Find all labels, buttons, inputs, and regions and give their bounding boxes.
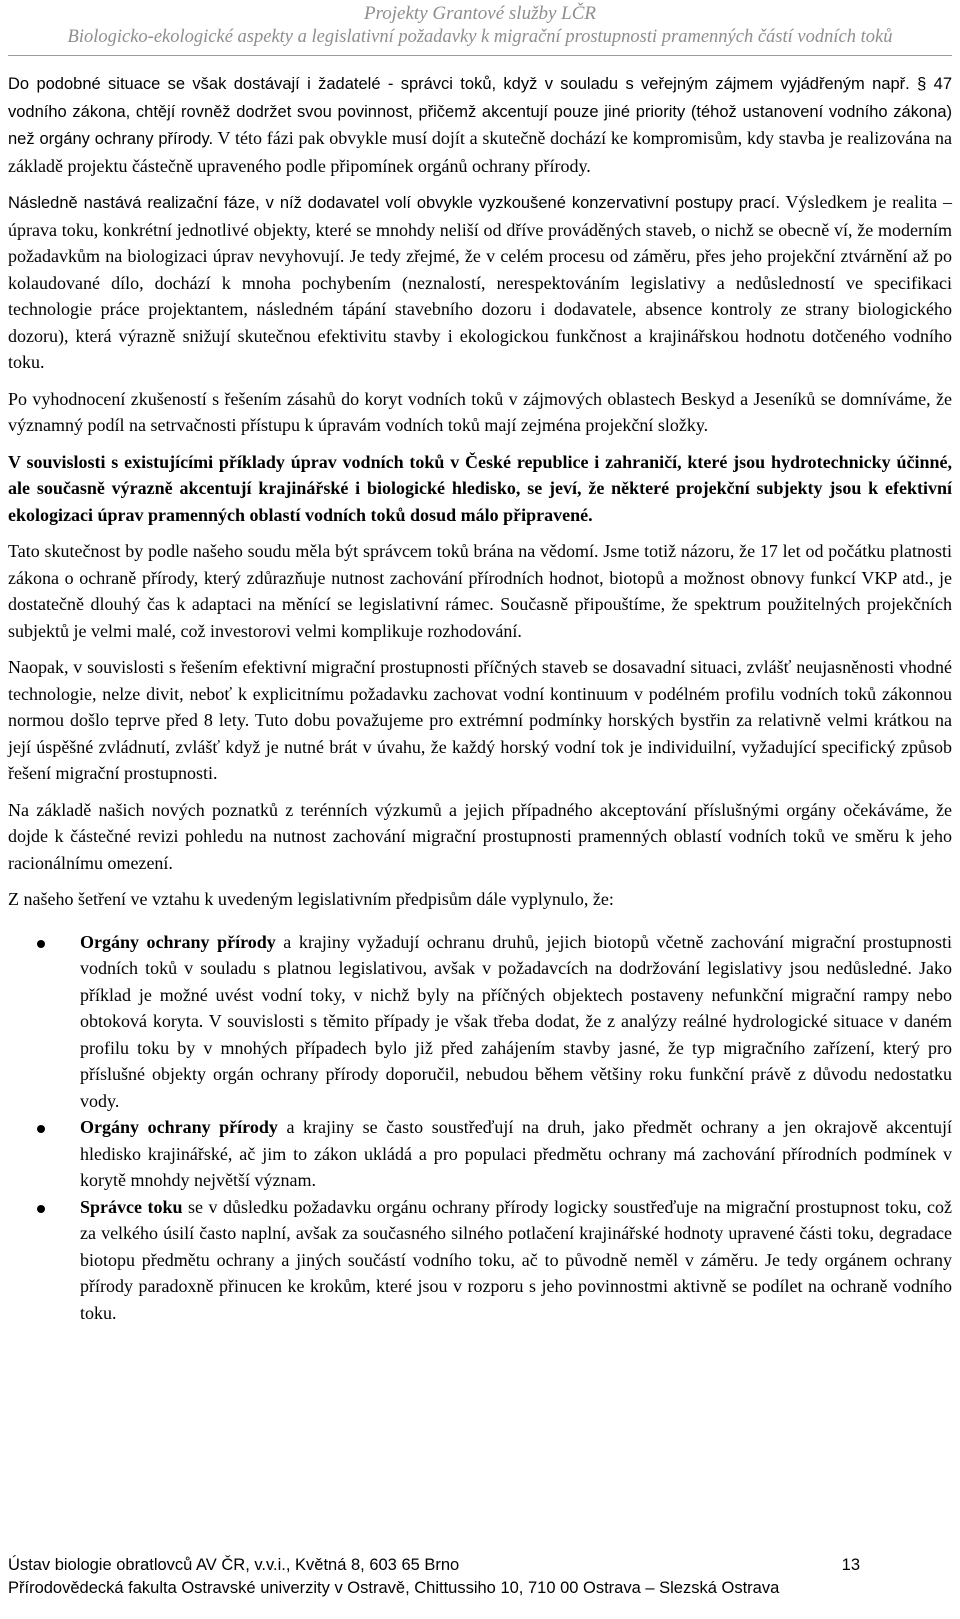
- bullet-item-2-lead: Orgány ochrany přírody: [80, 1117, 278, 1137]
- header-title: Projekty Grantové služby LČR: [363, 3, 596, 24]
- paragraph-2: [8, 189, 952, 376]
- bullet-dot-icon: [37, 1125, 45, 1133]
- paragraph-2-serif-part: Výsledkem je realita – úprava toku, konkrétní jednotlivé objekty, které se mnohdy neliší od dříve prováděných staveb, o nichž se obecně ví, že moderním požadavkům na biologizaci úprav nevyhovují. Je tedy zřejmé, že v celém procesu od záměru, přes jeho projekční ztvárnění až po kolaudované dílo, dochází k mnoha pochybením (neznalostí, nerespektováním legislativy a nedůsledností ve specifikaci technologie práce projektantem, následném tápání stavebního dozoru i dodavatele, absence kontroly ze strany biologického dozoru), která výrazně snižují skutečnou efektivitu stavby i ekologickou funkčnost a krajinářskou hodnotu dotčeného vodního toku.: [8, 192, 952, 372]
- paragraph-4-emphasis: V souvislosti s existujícími příklady úprav vodních toků v České republice i zahraničí, které jsou hydrotechnicky účinné, ale současně výrazně akcentují krajinářské i biologické hledisko, se jeví, že některé projekční subjekty jsou k efektivní ekologizaci úprav pramenných oblastí vodních toků dosud málo připravené.: [8, 451, 952, 525]
- paragraph-1-serif-part: V této fázi pak obvykle musí dojít a skutečně dochází ke kompromisům, kdy stavba je realizována na základě projektu částečně upraveného podle připomínek orgánů ochrany přírody.: [8, 128, 952, 176]
- bullet-list: [8, 929, 952, 1327]
- paragraph-8: Z našeho šetření ve vztahu k uvedeným legislativním předpisům dále vyplynulo, že:: [8, 889, 614, 909]
- bullet-item-3-lead: Správce toku: [80, 1196, 183, 1217]
- paragraph-5: Tato skutečnost by podle našeho soudu měla být správcem toků brána na vědomí. Jsme totiž názoru, že 17 let od počátku platnosti zákona o ochraně přírody, který zdůrazňuje nutnost zachování přírodních hodnot, biotopů a možnost obnovy funkcí VKP atd., je dostatečně dlouhý čas k adaptaci na měnící se legislativní rámec. Současně připouštíme, že spektrum použitelných projekčních subjektů je velmi malé, což investorovi velmi komplikuje rozhodování.: [8, 541, 952, 641]
- footer-institute-address: Ústav biologie obratlovců AV ČR, v.v.i., Květná 8, 603 65 Brno: [8, 1556, 460, 1574]
- paragraph-1-sans-part: Do podobné situace se však dostávají i žadatelé - správci toků, když v souladu s veřejným zájmem vyjádřeným např. § 47 vodního zákona, chtějí rovněž dodržet svou povinnost, přičemž akcentují pouze jiné priority (téhož ustanovení vodního zákona) než orgány ochrany přírody.: [8, 75, 952, 148]
- paragraph-6: Naopak, v souvislosti s řešením efektivní migrační prostupnosti příčných staveb se dosavadní situaci, zvlášť neujasněnosti vhodné technologie, nelze divit, neboť k explicitnímu požadavku zachovat vodní kontinuum v podélném profilu vodních toků zákonnou normou došlo teprve před 8 lety. Tuto dobu považujeme pro extrémní podmínky horských bystřin za relativně velmi krátkou na její úspěšné zvládnutí, zvlášť když je nutné brát v úvahu, že každý horský vodní tok je individuilní, vyžadující specifický způsob řešení migrační prostupnosti.: [8, 657, 952, 783]
- bullet-dot-icon: [37, 940, 45, 948]
- bullet-item-3: [8, 1194, 952, 1327]
- bullet-item-2: [8, 1114, 952, 1194]
- paragraph-1: [8, 70, 952, 179]
- paragraph-7: Na základě našich nových poznatků z terénních výzkumů a jejich případného akceptování příslušnými orgány očekáváme, že dojde k částečné revizi pohledu na nutnost zachování migrační prostupnosti pramenných oblastí vodních toků ve směru k jeho racionálnímu omezení.: [8, 799, 952, 873]
- paragraph-2-sans-part: Následně nastává realizační fáze, v níž dodavatel volí obvykle vyzkoušené konzervativní postupy prací.: [8, 194, 780, 212]
- bullet-item-1-text: a krajiny vyžadují ochranu druhů, jejich biotopů včetně zachování migrační prostupnosti vodních toků v souladu s platnou legislativou, avšak v požadavcích na dodržování legislativy jsou nedůsledné. Jako příklad je možné uvést vodní toky, v nichž byly na příčných objektech postaveny nefunkční migrační rampy nebo obtoková koryta. V souvislosti s těmito případy je však třeba dodat, že z analýzy reálné hydrologické situace v daném profilu toku by v mnohých případech bylo již před zahájením stavby jasné, že typ migračního zařízení, který pro příslušné objekty orgán ochrany přírody doporučil, nebudou během většiny roku funkční právě z důvodu nedostatku vody.: [80, 931, 952, 1111]
- header-divider: [8, 55, 952, 56]
- page-number: 13: [841, 1556, 860, 1574]
- bullet-dot-icon: [37, 1205, 45, 1213]
- header-subtitle: Biologicko-ekologické aspekty a legislativní požadavky k migrační prostupnosti pramenných částí vodních toků: [67, 27, 893, 47]
- page-header: [0, 2, 960, 48]
- footer-faculty-address: Přírodovědecká fakulta Ostravské univerzity v Ostravě, Chittussiho 10, 710 00 Ostrava – Slezská Ostrava: [8, 1579, 780, 1597]
- document-body: [8, 70, 952, 1326]
- bullet-item-1-lead: Orgány ochrany přírody: [80, 931, 276, 952]
- bullet-item-1: [8, 929, 952, 1115]
- footer-line-1: [8, 1554, 952, 1577]
- bullet-item-3-text: se v důsledku požadavku orgánu ochrany přírody logicky soustřeďuje na migrační prostupnost toku, což za velkého úsilí často naplní, avšak za současného silného potlačení krajinářské hodnoty upravené části toku, degradace biotopu předmětu ochrany a jiných součástí vodního toku, ač to původně neměl v záměru. Je tedy orgánem ochrany přírody paradoxně přinucen ke krokům, které jsou v rozporu s jeho povinnostmi aktivně se podílet na ochraně vodního toku.: [80, 1196, 952, 1323]
- paragraph-3: Po vyhodnocení zkušeností s řešením zásahů do koryt vodních toků v zájmových oblastech Beskyd a Jeseníků se domníváme, že významný podíl na setrvačnosti přístupu k úpravám vodních toků mají zejména projekční složky.: [8, 388, 952, 435]
- page-footer: [8, 1554, 952, 1600]
- bullet-item-2-text: a krajiny se často soustřeďují na druh, jako předmět ochrany a jen okrajově akcentují hledisko krajinářské, ač jim to zákon ukládá a pro populaci předmětu ochrany má zachování přírodních podmínek v korytě mnohdy největší význam.: [80, 1117, 952, 1190]
